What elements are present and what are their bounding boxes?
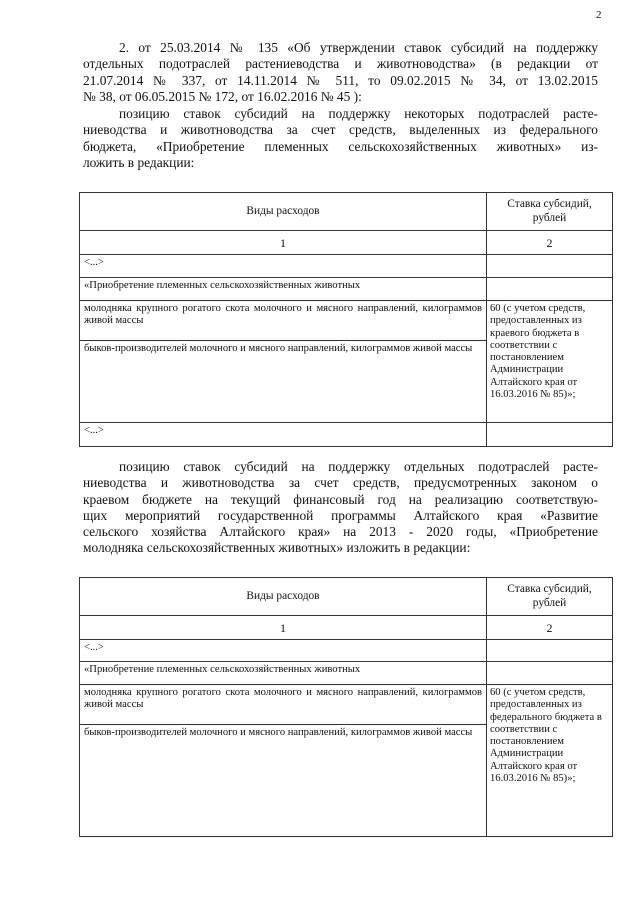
header-cell-expense-type: Виды расходов bbox=[80, 193, 487, 231]
subsidy-table-regional bbox=[79, 577, 613, 837]
item-cell-young-cattle: молодняка крупного рогатого скота молочного и мясного направлений, килограммов живой массы bbox=[80, 685, 487, 725]
text-line: позицию ставок субсидий на поддержку некоторых подотраслей расте- bbox=[119, 106, 598, 121]
empty-cell bbox=[487, 278, 613, 301]
ellipsis-cell: <...> bbox=[80, 640, 487, 662]
paragraph-regional-position bbox=[83, 459, 598, 557]
text-line: позицию ставок субсидий на поддержку отдельных подотраслей расте- bbox=[119, 459, 598, 474]
column-number-cell: 1 bbox=[80, 616, 487, 640]
empty-cell bbox=[487, 662, 613, 685]
empty-cell bbox=[487, 255, 613, 278]
empty-cell bbox=[487, 423, 613, 447]
header-cell-subsidy-rate: Ставка субсидий, рублей bbox=[487, 193, 613, 231]
text-line: бюджета, «Приобретение племенных сельскохозяйственных животных» из- bbox=[83, 138, 598, 154]
text-line: № 38, от 06.05.2015 № 172, от 16.02.2016 № 45 ): bbox=[83, 88, 362, 104]
column-number-cell: 1 bbox=[80, 231, 487, 255]
rate-cell: 60 (с учетом средств, предоставленных из федерального бюджета в соответствии с постановлением Администрации Алтайского края от 16.03.2016 № 85)»; bbox=[487, 685, 613, 837]
text-line: 2. от 25.03.2014 № 135 «Об утверждении ставок субсидий на поддержку bbox=[119, 40, 598, 55]
column-number-cell: 2 bbox=[487, 616, 613, 640]
section-title-cell: «Приобретение племенных сельскохозяйственных животных bbox=[80, 662, 487, 685]
empty-cell bbox=[487, 640, 613, 662]
text-line: ниеводства и животноводства за счет средств, выделенных из федерального bbox=[83, 122, 598, 138]
text-line: краевом бюджете на текущий финансовый год на реализацию соответствую- bbox=[83, 491, 598, 507]
text-line: молодняка сельскохозяйственных животных» изложить в редакции: bbox=[83, 540, 471, 556]
text-line: ниеводства и животноводства за счет средств, предусмотренных законом о bbox=[83, 475, 598, 491]
text-line: сельского хозяйства Алтайского края» на 2013 - 2020 годы, «Приобретение bbox=[83, 524, 598, 540]
rate-cell: 60 (с учетом средств, предоставленных из краевого бюджета в соответствии с постановлением Администрации Алтайского края от 16.03.2016 № 85)»; bbox=[487, 301, 613, 423]
paragraph-federal-position bbox=[83, 106, 598, 171]
item-cell-breeding-bulls: быков-производителей молочного и мясного направлений, килограммов живой массы bbox=[80, 725, 487, 837]
paragraph-amendment-2 bbox=[83, 40, 598, 105]
column-number-cell: 2 bbox=[487, 231, 613, 255]
ellipsis-cell: <...> bbox=[80, 423, 487, 447]
text-line: 21.07.2014 № 337, от 14.11.2014 № 511, то 09.02.2015 № 34, от 13.02.2015 bbox=[83, 72, 598, 88]
header-cell-subsidy-rate: Ставка субсидий, рублей bbox=[487, 578, 613, 616]
text-line: щих мероприятий государственной программы Алтайского края «Развитие bbox=[83, 507, 598, 523]
page-number: 2 bbox=[596, 9, 602, 21]
header-cell-expense-type: Виды расходов bbox=[80, 578, 487, 616]
item-cell-young-cattle: молодняка крупного рогатого скота молочного и мясного направлений, килограммов живой массы bbox=[80, 301, 487, 341]
ellipsis-cell: <...> bbox=[80, 255, 487, 278]
subsidy-table-federal bbox=[79, 192, 613, 447]
section-title-cell: «Приобретение племенных сельскохозяйственных животных bbox=[80, 278, 487, 301]
text-line: отдельных подотраслей растениеводства и животноводства» (в редакции от bbox=[83, 56, 598, 72]
text-line: ложить в редакции: bbox=[83, 154, 195, 170]
item-cell-breeding-bulls: быков-производителей молочного и мясного направлений, килограммов живой массы bbox=[80, 341, 487, 423]
